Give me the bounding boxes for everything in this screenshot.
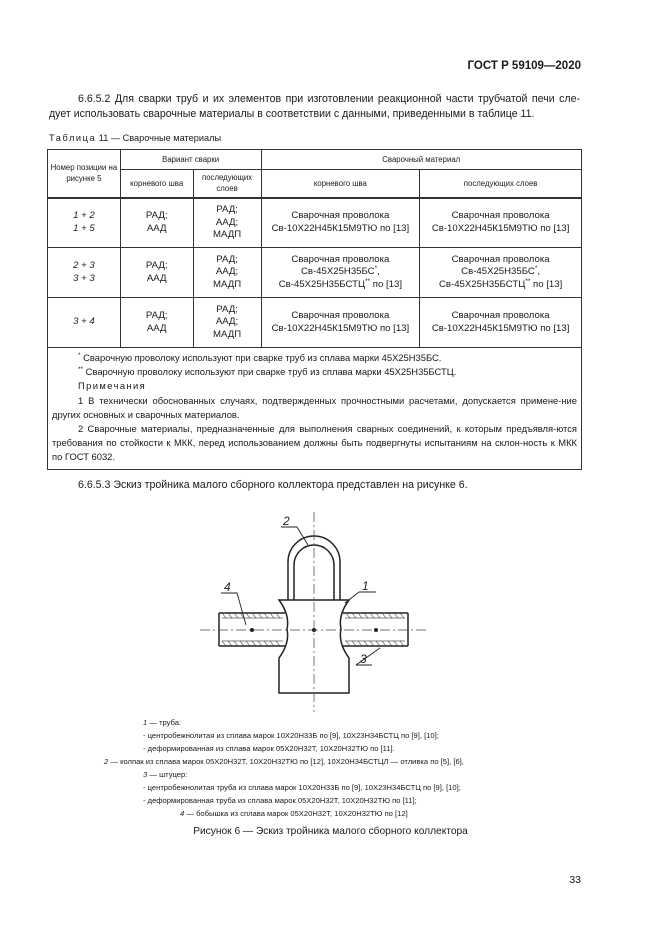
weld-type: РАД; <box>145 260 168 271</box>
legend-text: — колпак из сплава марок 05Х20Н32Т, 10Х20Н32ТЮ по [12], 10Х20Н34БСТЦЛ — отливка по [5], [6], <box>110 757 464 766</box>
material-name: Сварочная проволока <box>291 310 390 321</box>
material-grade: Св-45Х25Н35БСТЦ <box>278 278 366 290</box>
position-value: 3 + 3 <box>73 272 95 284</box>
legend-item-2 <box>104 755 464 768</box>
paragraph-6-6-5-3: 6.6.5.3 Эскиз тройника малого сборного коллектора представлен на рисунке 6. <box>78 479 468 491</box>
table-caption <box>49 133 221 143</box>
weld-type: РАД; <box>145 210 168 222</box>
center-dot <box>374 628 378 632</box>
header-variant-root: корневого шва <box>120 170 193 198</box>
notes-title: Примечания <box>78 380 147 392</box>
legend-num: 3 <box>143 770 148 779</box>
weld-type: ААД <box>146 322 167 334</box>
header-variant: Вариант сварки <box>120 150 261 170</box>
legend-subitem: - центробежнолитая из сплава марок 10Х20Н33Б по [9], 10Х23Н34БСТЦ по [9], [10]; <box>143 731 439 740</box>
callout-labels <box>224 514 369 666</box>
grade-tail: по [13] <box>370 278 403 290</box>
footnote-mark: * <box>534 265 538 273</box>
paragraph-6-6-5-2: 6.6.5.2 Для сварки труб и их элементов при изготовлении реакционной части трубчатой печи сле-дует использовать сварочные материалы в соответствии с данными, приведенными в таблице 11. <box>49 93 580 120</box>
material-name: Сварочная проволока <box>451 210 550 222</box>
header-variant-next: последующих слоев <box>193 170 261 198</box>
footnote-mark: * <box>78 351 81 359</box>
footnote-mark: * <box>374 265 378 273</box>
weld-type: МАДП <box>213 278 242 290</box>
material-grade: Св-10Х22Н45К15М9ТЮ по [13] <box>271 222 410 234</box>
material-grade: Св-45Х25Н35БСТЦ <box>438 278 526 290</box>
legend-subitem: - деформированная труба из сплава марок 05Х20Н32Т, 10Х20Н32ТЮ по [11]; <box>143 796 417 805</box>
table-row <box>48 198 582 248</box>
legend-num: 4 <box>180 809 185 818</box>
figure-caption: Рисунок 6 — Эскиз тройника малого сборного коллектора <box>193 826 468 837</box>
note-2: 2 Сварочные материалы, предназначенные для выполнения сварных соединений, к которым предъявля-ются требования по стойкости к МКК, перед использованием должны быть подвергнуты испытаниям на склон-ность к МКК по ГОСТ 6032. <box>52 423 577 463</box>
weld-type: ААД <box>146 222 167 234</box>
material-name: Сварочная проволока <box>451 310 550 321</box>
welding-materials-table <box>47 149 582 470</box>
material-grade: Св-10Х22Н45К15М9ТЮ по [13] <box>271 322 410 334</box>
grade-tail: , <box>377 266 380 278</box>
weld-type: МАДП <box>213 229 242 240</box>
material-grade: Св-45Х25Н35БС <box>461 266 535 278</box>
leader-lines <box>221 527 380 665</box>
legend-item-3 <box>143 768 187 781</box>
position-value: 1 + 5 <box>73 222 95 234</box>
header-material-root: корневого шва <box>261 170 420 198</box>
footnote-mark: ** <box>365 277 371 285</box>
note-1: 1 В технически обоснованных случаях, подтвержденных прочностными расчетами, допускается примене-ние других основных и сварочных материалов. <box>52 394 577 420</box>
weld-type: РАД; <box>216 303 238 315</box>
footnote-2 <box>52 365 577 379</box>
tee-sketch-drawing <box>0 500 661 715</box>
callout-3-label: 3 <box>360 652 367 666</box>
table-caption-label: Таблица <box>49 133 97 143</box>
header-position: Номер позиции на рисунке 5 <box>48 150 121 198</box>
weld-type: РАД; <box>216 253 238 265</box>
table-caption-text: 11 — Сварочные материалы <box>98 133 222 143</box>
weld-type: РАД; <box>216 204 238 215</box>
legend-text: — штуцер: <box>149 770 188 779</box>
center-lines <box>200 512 426 712</box>
table-row <box>48 298 582 348</box>
callout-4-label: 4 <box>224 580 231 594</box>
legend-num: 2 <box>104 757 109 766</box>
footnote-text: Сварочную проволоку используют при сварке труб из сплава марки 45Х25Н35БС. <box>80 352 442 363</box>
table-row <box>48 248 582 298</box>
material-name: Сварочная проволока <box>291 210 390 222</box>
weld-type: МАДП <box>213 328 242 340</box>
legend-subitem: - деформированная из сплава марок 05Х20Н32Т, 10Х20Н32ТЮ по [11]. <box>143 744 395 753</box>
footnote-mark: ** <box>525 277 531 285</box>
material-name: Сварочная проволока <box>451 253 550 265</box>
weld-type: РАД; <box>145 310 168 321</box>
grade-tail: по [13] <box>530 278 563 290</box>
callout-1-label: 1 <box>362 579 369 593</box>
weld-type: ААД <box>146 272 167 284</box>
material-name: Сварочная проволока <box>291 253 390 265</box>
legend-subitem: - центробежнолитая труба из сплава марок 10Х20Н33Б по [9], 10Х23Н34БСТЦ по [9], [10]; <box>143 783 461 792</box>
header-material: Сварочный материал <box>261 150 581 170</box>
position-value: 3 + 4 <box>73 316 95 328</box>
weld-type: ААД; <box>215 316 239 328</box>
footnote-mark: ** <box>78 366 84 374</box>
footnote-text: Сварочную проволоку используют при сварке труб из сплава марки 45Х25Н35БСТЦ. <box>83 366 457 378</box>
legend-text: — труба: <box>149 718 182 727</box>
position-value: 2 + 3 <box>73 260 95 271</box>
weld-type: ААД; <box>215 216 239 228</box>
material-grade: Св-10Х22Н45К15М9ТЮ по [13] <box>431 222 570 234</box>
position-value: 1 + 2 <box>73 210 95 222</box>
table-notes-row <box>48 348 582 470</box>
material-grade: Св-45Х25Н35БС <box>300 266 375 278</box>
header-material-next: последующих слоев <box>420 170 582 198</box>
footnote-1 <box>52 351 577 365</box>
weld-type: ААД; <box>215 266 239 278</box>
legend-item-1 <box>143 716 181 729</box>
page-number: 33 <box>569 874 581 886</box>
center-dot <box>250 628 254 632</box>
grade-tail: , <box>537 266 541 278</box>
legend-num: 1 <box>143 718 148 727</box>
legend-item-4 <box>180 807 408 820</box>
document-id: ГОСТ Р 59109—2020 <box>467 60 581 72</box>
material-grade: Св-10Х22Н45К15М9ТЮ по [13] <box>431 322 570 334</box>
legend-text: — бобышка из сплава марок 05Х20Н32Т, 10Х20Н32ТЮ по [12] <box>186 809 408 818</box>
callout-2-label: 2 <box>283 514 290 528</box>
center-dot <box>312 628 316 632</box>
